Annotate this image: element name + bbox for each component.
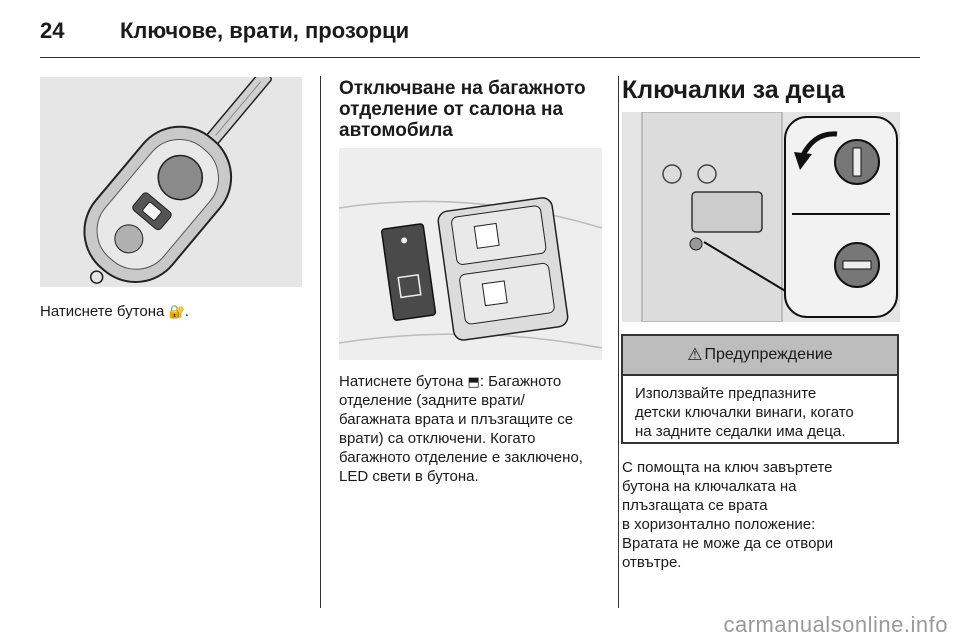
child-lock-illustration [622,112,900,322]
child-locks-heading: Ключалки за деца [622,76,845,104]
page-number: 24 [40,18,65,43]
trunk-release-description: Натиснете бутона ⬒: Багажното отделение (задните врати/ багажната врата и плъзгащите се врати) са отключени. Когато багажното отделение е заключено, LED свети в бутона. [339,373,583,485]
warning-text: Използвайте предпазните детски ключалки винаги, когато на задните седалки има деца. [635,385,854,440]
warning-box [621,334,899,444]
header-divider [40,57,920,58]
page-header [40,16,920,52]
trunk-release-switch-illustration [339,148,602,360]
child-lock-instructions: С помощта на ключ завъртете бутона на ключалката на плъзгащата се врата в хоризонтално положение: Вратата не може да се отвори отвътре. [622,459,834,571]
section-title: Ключове, врати, прозорци [120,18,410,43]
column-divider-2 [618,76,619,608]
warning-triangle-icon: ⚠ [687,345,703,364]
key-fob-caption: Натиснете бутона 🔐. [40,303,189,320]
trunk-key-button-icon: 🔐 [168,304,185,319]
key-fob-illustration [40,77,302,287]
trunk-release-button-icon: ⬒ [467,374,480,389]
watermark: carmanualsonline.info [723,612,948,637]
trunk-unlock-heading: Отключване на багажното отделение от салона на автомобила [339,78,586,141]
column-divider-1 [320,76,321,608]
warning-header: ⚠ Предупреждение [623,336,897,376]
